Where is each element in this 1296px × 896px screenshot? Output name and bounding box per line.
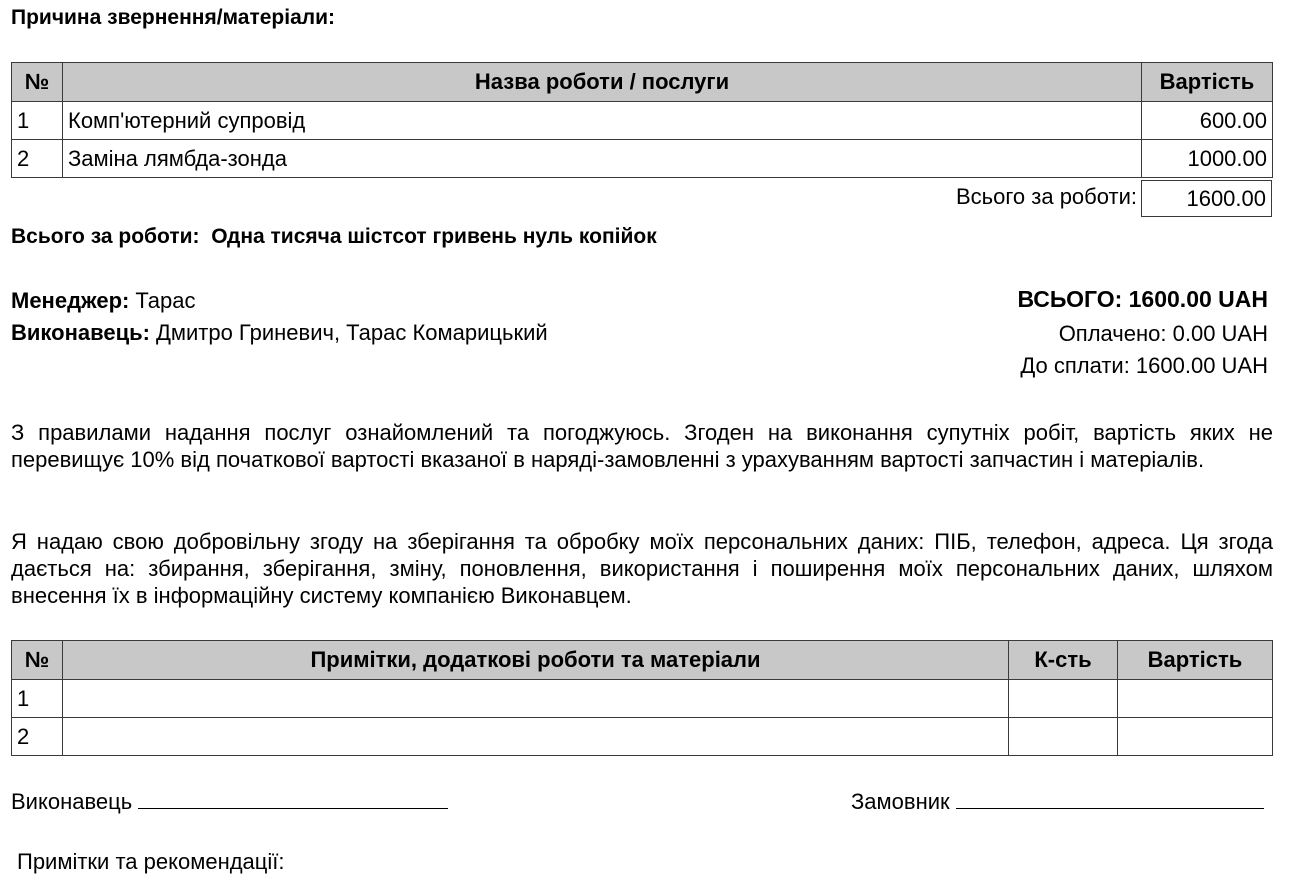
col-header-notes: Примітки, додаткові роботи та матеріали (63, 641, 1009, 680)
customer-signature-line (956, 788, 1264, 809)
cost-cell (1118, 718, 1273, 756)
executor-value: Дмитро Гриневич, Тарас Комарицький (155, 320, 548, 345)
total-in-words (11, 225, 657, 249)
manager-line (11, 288, 196, 314)
row-number: 1 (12, 680, 63, 718)
row-number: 1 (12, 102, 63, 140)
executor-signature-label: Виконавець (11, 789, 133, 814)
table-row (12, 140, 1273, 178)
col-header-quantity: К-сть (1009, 641, 1118, 680)
work-name: Комп'ютерний супровід (63, 102, 1142, 140)
works-total-value: 1600.00 (1141, 180, 1272, 217)
work-cost: 1000.00 (1142, 140, 1273, 178)
notes-table (11, 640, 1273, 756)
table-row (12, 680, 1273, 718)
row-number: 2 (12, 140, 63, 178)
consent-paragraph: Я надаю свою добровільну згоду на зберігання та обробку моїх персональних даних: ПІБ, телефон, адреса. Ця згода дається на: збирання, зберігання, зміну, поновлення, використання і поширення моїх персональних даних, шляхом внесення їх в інформаційну систему компанією Виконавцем. (11, 529, 1273, 608)
quantity-cell (1009, 680, 1118, 718)
terms-paragraph: З правилами надання послуг ознайомлений та погоджуюсь. Згоден на виконання супутніх робіт, вартість яких не перевищує 10% від початкової вартості вказаної в наряді-замовленні з урахуванням вартості запчастин і матеріалів. (11, 420, 1273, 472)
work-name: Заміна лямбда-зонда (63, 140, 1142, 178)
notes-table-header (12, 641, 1273, 680)
col-header-number: № (12, 641, 63, 680)
note-cell (63, 718, 1009, 756)
col-header-work-name: Назва роботи / послуги (63, 63, 1142, 102)
reason-label: Причина звернення/матеріали: (11, 6, 336, 29)
recommendations-label: Примітки та рекомендації: (17, 849, 285, 874)
works-table-header (12, 63, 1273, 102)
table-row (12, 102, 1273, 140)
total-in-words-label: Всього за роботи: (11, 225, 200, 248)
due-amount: До сплати: 1600.00 UAH (1020, 353, 1268, 378)
total-in-words-text: Одна тисяча шістсот гривень нуль копійок (211, 225, 657, 248)
col-header-number: № (12, 63, 63, 102)
quantity-cell (1009, 718, 1118, 756)
executor-signature (11, 788, 448, 815)
work-cost: 600.00 (1142, 102, 1273, 140)
row-number: 2 (12, 718, 63, 756)
works-table (11, 62, 1273, 178)
grand-total: ВСЬОГО: 1600.00 UAH (1017, 286, 1268, 312)
executor-signature-line (138, 788, 448, 809)
executor-line (11, 320, 548, 346)
col-header-cost: Вартість (1142, 63, 1273, 102)
works-total-label: Всього за роботи: (956, 184, 1137, 209)
customer-signature-label: Замовник (851, 789, 950, 814)
note-cell (63, 680, 1009, 718)
customer-signature (851, 788, 1264, 815)
executor-label: Виконавець: (11, 320, 150, 345)
cost-cell (1118, 680, 1273, 718)
col-header-cost: Вартість (1118, 641, 1273, 680)
table-row (12, 718, 1273, 756)
paid-amount: Оплачено: 0.00 UAH (1058, 321, 1268, 346)
manager-label: Менеджер: (11, 288, 130, 313)
manager-value: Тарас (135, 288, 196, 313)
